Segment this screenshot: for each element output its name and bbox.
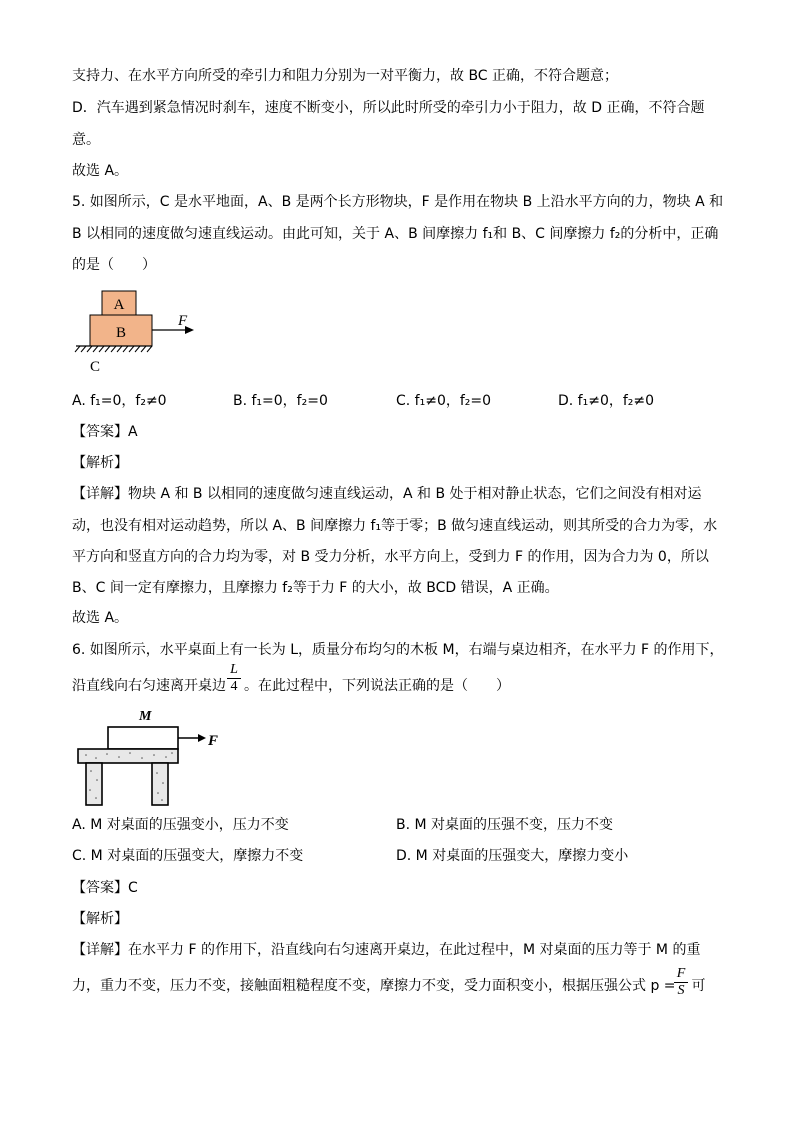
question-5-stem: 的是（ ） [72, 257, 156, 273]
answer-label: 【答案】 [72, 424, 128, 440]
fraction-l-over-4 [227, 662, 241, 695]
formula-denominator: S [674, 982, 688, 999]
question-5-stem: 5. 如图所示，C 是水平地面，A、B 是两个长方形物块，F 是作用在物块 B 上沿水平方向的力，物块 A 和 [72, 194, 724, 210]
detail-line: 动，也没有相对运动趋势，所以 A、B 间摩擦力 f₁等于零；B 做匀速直线运动，则其所受的合力为零，水 [72, 518, 718, 534]
question-6-stem [72, 676, 510, 696]
label-c: C [90, 359, 101, 375]
answer-label: 【答案】 [72, 880, 128, 896]
board-m [108, 727, 178, 749]
label-f: F [208, 733, 219, 749]
detail-line [72, 940, 700, 960]
question-6-stem: 6. 如图所示，水平桌面上有一长为 L，质量分布均匀的木板 M，右端与桌边相齐，在水平力 F 的作用下， [72, 642, 724, 658]
conclusion-line: 故选 A。 [72, 610, 129, 626]
detail-line: 平方向和竖直方向的合力均为零，对 B 受力分析，水平方向上，受到力 F 的作用，因为合力为 0，所以 [72, 549, 709, 565]
label-f: F [178, 313, 188, 329]
question-6-figure [72, 705, 232, 809]
answer-value: A [128, 424, 138, 440]
analysis-label: 【解析】 [72, 455, 128, 471]
option-d: D. M 对桌面的压强变大，摩擦力变小 [396, 848, 629, 864]
detail-line [72, 484, 702, 504]
answer-line [72, 422, 138, 442]
detail-text: 在水平力 F 的作用下，沿直线向右匀速离开桌边，在此过程中，M 对桌面的压力等于 M 的重 [128, 942, 701, 958]
question-5-stem: B 以相同的速度做匀速直线运动。由此可知，关于 A、B 间摩擦力 f₁和 B、C 间摩擦力 f₂的分析中，正确 [72, 226, 719, 242]
detail-text: 可 [691, 978, 706, 994]
detail-line [72, 976, 706, 996]
fraction-denominator: 4 [227, 678, 241, 695]
option-d: D. f₁≠0，f₂≠0 [558, 393, 655, 409]
detail-label: 【详解】 [72, 942, 128, 958]
option-b: B. f₁=0，f₂=0 [233, 393, 328, 409]
answer-value: C [128, 880, 138, 896]
detail-label: 【详解】 [72, 486, 128, 502]
option-a: A. M 对桌面的压强变小，压力不变 [72, 817, 289, 833]
text-line: 意。 [72, 132, 100, 148]
option-c: C. M 对桌面的压强变大，摩擦力不变 [72, 848, 304, 864]
stem-text: 。在此过程中，下列说法正确的是（ ） [244, 678, 510, 694]
label-m: M [139, 709, 152, 724]
label-b: B [115, 325, 127, 341]
option-a: A. f₁=0，f₂≠0 [72, 393, 167, 409]
table-leg-left [86, 763, 102, 805]
detail-text: 物块 A 和 B 以相同的速度做匀速直线运动，A 和 B 处于相对静止状态，它们之间没有相对运 [128, 486, 702, 502]
detail-line: B、C 间一定有摩擦力，且摩擦力 f₂等于力 F 的大小，故 BCD 错误，A 正确。 [72, 580, 559, 596]
table-leg-right [152, 763, 168, 805]
text-line: 支持力、在水平方向所受的牵引力和阻力分别为一对平衡力，故 BC 正确，不符合题意； [72, 68, 619, 84]
ground-hatch [75, 346, 152, 352]
fraction-numerator: L [230, 662, 238, 677]
table-top [78, 749, 178, 763]
label-a: A [113, 297, 125, 313]
force-arrow-head [198, 734, 206, 742]
text-line: D．汽车遇到紧急情况时刹车，速度不断变小，所以此时所受的牵引力小于阻力，故 D 正确，不符合题 [72, 100, 705, 116]
option-b: B. M 对桌面的压强不变，压力不变 [396, 817, 614, 833]
conclusion-line: 故选 A。 [72, 163, 129, 179]
analysis-label: 【解析】 [72, 911, 128, 927]
question-5-figure [70, 285, 210, 377]
option-c: C. f₁≠0，f₂=0 [396, 393, 492, 409]
formula-numerator: F [676, 966, 686, 981]
answer-line [72, 878, 138, 898]
pressure-formula-fraction [674, 966, 688, 999]
detail-text: 力，重力不变，压力不变，接触面粗糙程度不变，摩擦力不变，受力面积变小，根据压强公式 p = [72, 978, 676, 994]
stem-text: 沿直线向右匀速离开桌边 [72, 678, 226, 694]
